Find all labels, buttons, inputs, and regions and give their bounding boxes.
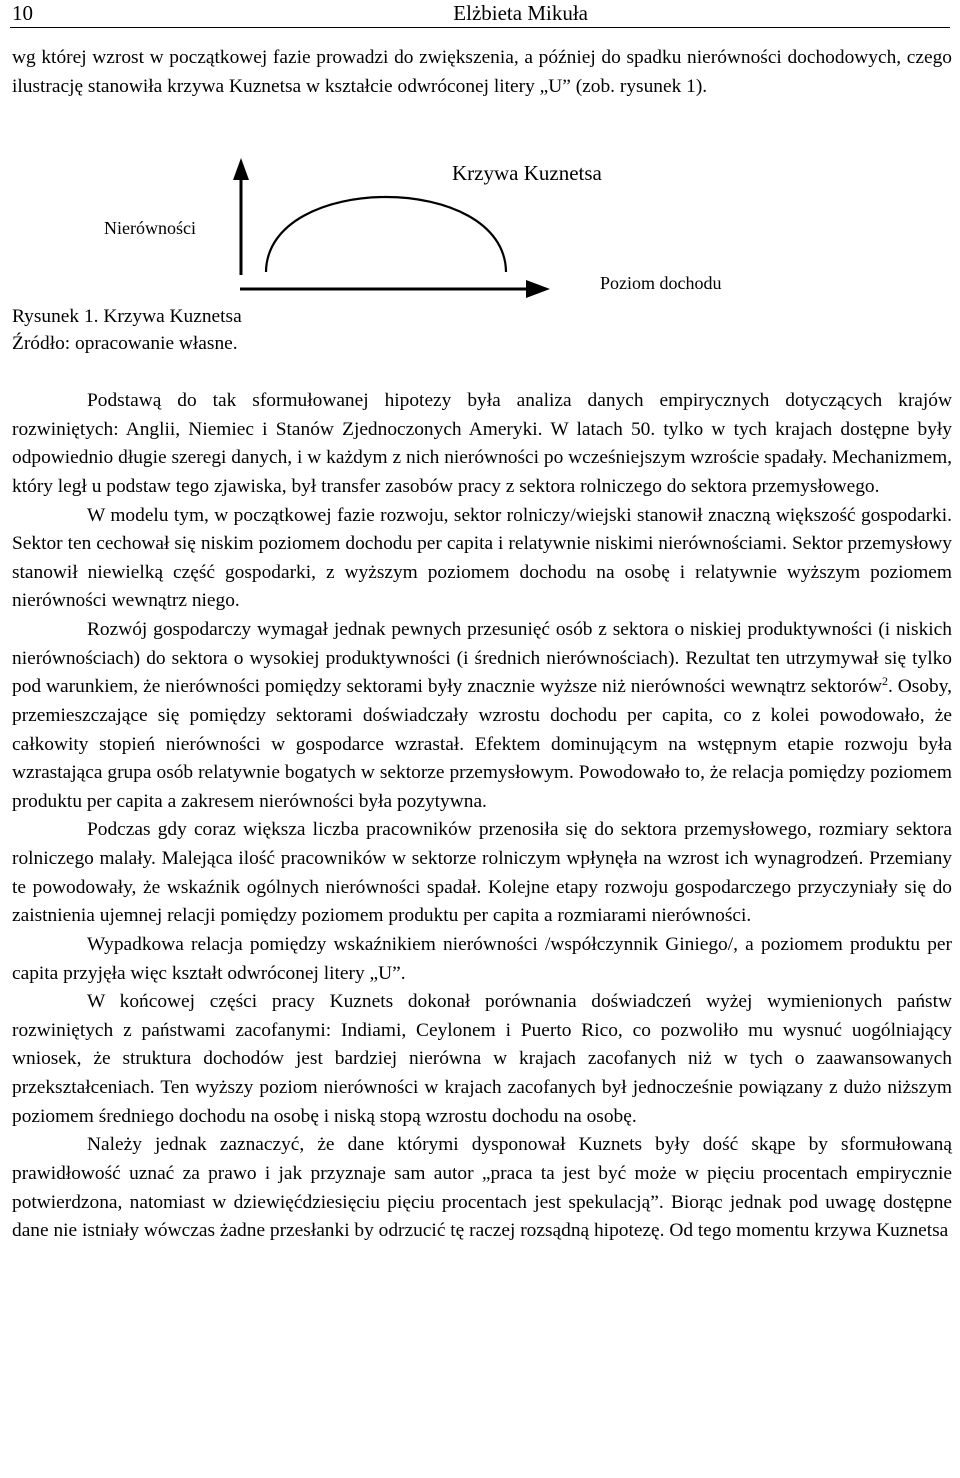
figure-caption xyxy=(12,303,242,357)
running-head-author: Elżbieta Mikuła xyxy=(453,1,588,25)
figure-title: Krzywa Kuznetsa xyxy=(452,161,602,185)
x-axis-arrowhead xyxy=(526,280,550,298)
header-rule xyxy=(10,27,950,28)
body-text xyxy=(12,387,952,1246)
paragraph-6: W końcowej części pracy Kuznets dokonał porównania doświadczeń wyżej wymienionych państw rozwiniętych z państwami zacofanymi: Indiami, Ceylonem i Puerto Rico, co pozwoliło mu wysnuć uogólniający wniosek, że struktura dochodów jest bardziej nierówna w krajach zacofanych niż w tych o zaawansowanych przekształceniach. Ten wyższy poziom nierówności w krajach zacofanych był jednocześnie powiązany z dużo niższym poziomem średniego dochodu na osobę i niską stopą wzrostu dochodu na osobę. xyxy=(12,991,952,1127)
y-axis-arrowhead xyxy=(233,158,249,180)
caption-source: Źródło: opracowanie własne. xyxy=(12,333,238,354)
paragraph-3 xyxy=(12,616,952,816)
paragraph-3-text: Rozwój gospodarczy wymagał jednak pewnych przesunięć osób z sektora o niskiej produktywności (i niskich nierównościach) do sektora o wysokiej produktywności (i średnich nierównościach). Rezultat ten utrzymywał się tylko pod warunkiem, że nierówności pomiędzy sektorami były znacznie wyższe niż nierówności wewnątrz sektorów xyxy=(12,619,952,698)
y-axis-label: Nierówności xyxy=(104,218,196,238)
paragraph-1: Podstawą do tak sformułowanej hipotezy była analiza danych empirycznych dotyczących krajów rozwiniętych: Anglii, Niemiec i Stanów Zjednoczonych Ameryki. W latach 50. tylko w tych krajach dostępne były odpowiednio długie szeregi danych, i w każdym z nich nierówności po wcześniejszym wzroście spadały. Mechanizmem, który legł u podstaw tego zjawiska, był transfer zasobów pracy z sektora rolniczego do sektora przemysłowego. xyxy=(12,390,952,497)
figure-kuznets-curve xyxy=(0,150,960,360)
inverted-u-curve xyxy=(266,197,506,272)
intro-paragraph: wg której wzrost w początkowej fazie prowadzi do zwiększenia, a później do spadku nierówności dochodowych, czego ilustrację stanowiła krzywa Kuznetsa w kształcie odwróconej litery „U” (zob. rysunek 1). xyxy=(12,47,952,97)
paragraph-3-text-cont: . Osoby, przemieszczające się pomiędzy sektorami doświadczały wzrostu dochodu per capita, co z kolei powodowało, że całkowity stopień nierówności w gospodarce wzrastał. Efektem dominującym na wstępnym etapie rozwoju była wzrastająca grupa osób relatywnie bogatych w sektorze przemysłowym. Powodowało to, że relacja pomiędzy poziomem produktu per capita a zakresem nierówności była pozytywna. xyxy=(12,676,952,812)
footnote-marker: 2 xyxy=(881,674,888,689)
page-number: 10 xyxy=(12,1,33,25)
page-header xyxy=(0,0,960,30)
caption-title: Rysunek 1. Krzywa Kuznetsa xyxy=(12,306,242,327)
paragraph-4: Podczas gdy coraz większa liczba pracowników przenosiła się do sektora przemysłowego, rozmiary sektora rolniczego malały. Malejąca ilość pracowników w sektorze rolniczym wpłynęła na wzrost ich wynagrodzeń. Przemiany te powodowały, że wskaźnik ogólnych nierówności spadał. Kolejne etapy rozwoju gospodarczego przyczyniały się do zaistnienia ujemnej relacji pomiędzy poziomem produktu per capita a rozmiarami nierówności. xyxy=(12,819,952,927)
paragraph-7: Należy jednak zaznaczyć, że dane którymi dysponował Kuznets były dość skąpe by sformułowaną prawidłowość uznać za prawo i jak przyznaje sam autor „praca ta jest być może w pięciu procentach empirycznie potwierdzona, natomiast w dziewięćdziesięciu pięciu procentach jest spekulacją”. Biorąc jednak pod uwagę dostępne dane nie istniały wówczas żadne przesłanki by odrzucić tę raczej rozsądną hipotezę. Od tego momentu krzywa Kuznetsa xyxy=(12,1134,952,1242)
x-axis-label: Poziom dochodu xyxy=(600,273,722,293)
paragraph-5: Wypadkowa relacja pomiędzy wskaźnikiem nierówności /współczynnik Giniego/, a poziomem produktu per capita przyjęła więc kształt odwróconej litery „U”. xyxy=(12,933,952,984)
paragraph-2: W modelu tym, w początkowej fazie rozwoju, sektor rolniczy/wiejski stanowił znaczną większość gospodarki. Sektor ten cechował się niskim poziomem dochodu per capita i relatywnie niskimi nierównościami. Sektor przemysłowy stanowił niewielką część gospodarki, z wyższym poziomem dochodu na osobę i relatywnie wyższym poziomem nierówności wewnątrz niego. xyxy=(12,504,952,612)
